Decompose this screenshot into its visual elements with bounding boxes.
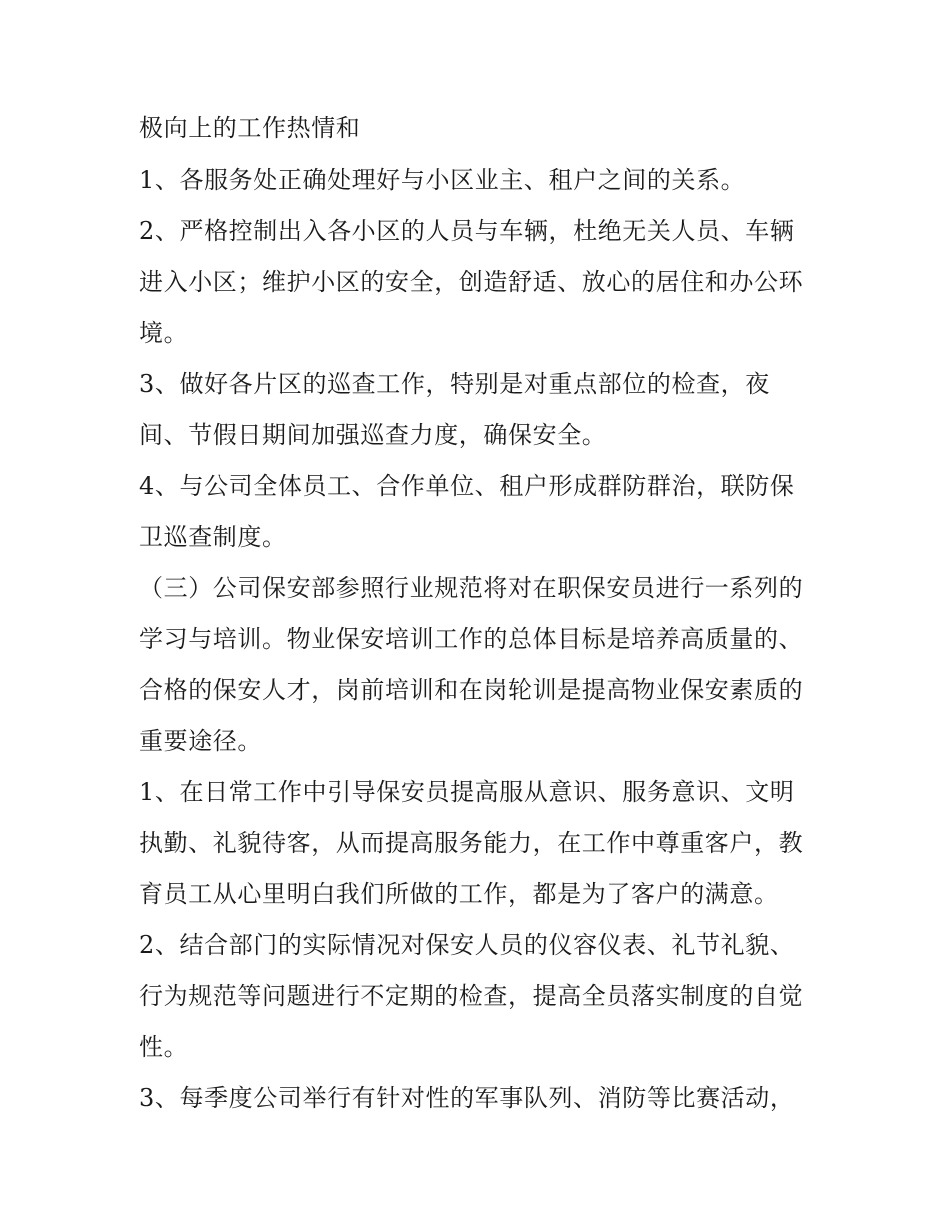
text-line: 学习与培训。物业保安培训工作的总体目标是培养高质量的、 bbox=[139, 625, 804, 653]
text-line: 1、各服务处正确处理好与小区业主、租户之间的关系。 bbox=[139, 166, 746, 194]
text-line: 2、严格控制出入各小区的人员与车辆，杜绝无关人员、车辆 bbox=[139, 217, 795, 245]
text-line: 2、结合部门的实际情况对保安人员的仪容仪表、礼节礼貌、 bbox=[139, 931, 795, 959]
text-line: 3、每季度公司举行有针对性的军事队列、消防等比赛活动， bbox=[139, 1084, 795, 1112]
text-line: 卫巡查制度。 bbox=[139, 523, 287, 551]
text-line: 1、在日常工作中引导保安员提高服从意识、服务意识、文明 bbox=[139, 778, 795, 806]
text-line: 执勤、礼貌待客，从而提高服务能力，在工作中尊重客户，教 bbox=[139, 829, 804, 857]
text-line: 境。 bbox=[139, 319, 189, 347]
text-line: 极向上的工作热情和 bbox=[139, 114, 361, 142]
text-line: 4、与公司全体员工、合作单位、租户形成群防群治，联防保 bbox=[139, 472, 795, 500]
text-line: 合格的保安人才，岗前培训和在岗轮训是提高物业保安素质的 bbox=[139, 676, 804, 704]
text-line: 行为规范等问题进行不定期的检查，提高全员落实制度的自觉 bbox=[139, 982, 804, 1010]
text-line: 3、做好各片区的巡查工作，特别是对重点部位的检查，夜 bbox=[139, 370, 770, 398]
text-line: 育员工从心里明白我们所做的工作，都是为了客户的满意。 bbox=[139, 880, 779, 908]
text-line: 进入小区；维护小区的安全，创造舒适、放心的居住和办公环 bbox=[139, 268, 804, 296]
text-line: 性。 bbox=[139, 1033, 189, 1061]
text-line: （三）公司保安部参照行业规范将对在职保安员进行一系列的 bbox=[139, 574, 804, 602]
text-line: 间、节假日期间加强巡查力度，确保安全。 bbox=[139, 421, 607, 449]
text-line: 重要途径。 bbox=[139, 727, 262, 755]
